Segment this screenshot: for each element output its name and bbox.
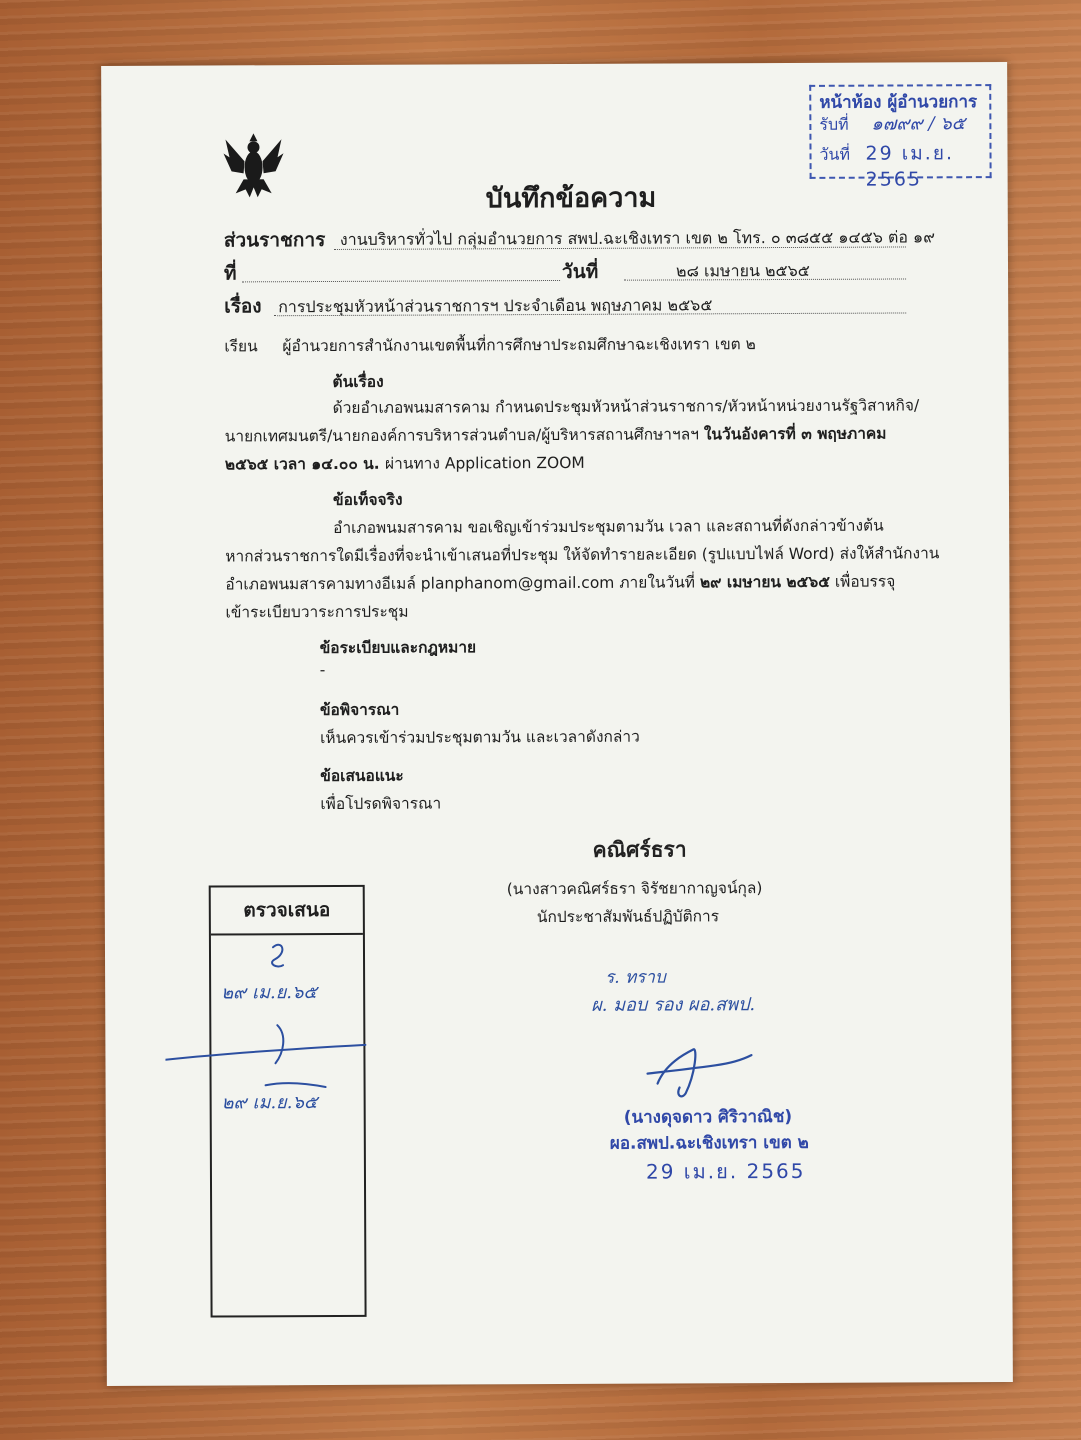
origin-line-3 [225,450,585,477]
memo-paper [101,62,1013,1386]
law-text: - [319,661,326,680]
review-signature-icon [165,935,376,1136]
facts-line-2: หากส่วนราชการใดมีเรื่องที่จะนำเข้าเสนอที่ประชุม ให้จัดทำรายละเอียด (รูปแบบไฟล์ Word) ส่งให้สำนักงาน [225,544,940,566]
subject-value: การประชุมหัวหน้าส่วนราชการฯ ประจำเดือน พฤษภาคม ๒๕๖๕ [278,295,713,317]
to-value: ผู้อำนวยการสำนักงานเขตพื้นที่การศึกษาประถมศึกษาฉะเชิงเทรา เขต ๒ [282,335,756,356]
director-note-1: ร. ทราบ [605,967,666,988]
signer-name: (นางสาวคณิศร์ธรา จิรัชยากาญจน์กุล) [506,879,763,899]
date-label: วันที่ [561,260,599,283]
director-date: 29 เม.ย. 2565 [645,1158,806,1184]
memo-title: บันทึกข้อความ [485,182,657,215]
agency-value: งานบริหารทั่วไป กลุ่มอำนวยการ สพป.ฉะเชิงเทรา เขต ๒ โทร. ๐ ๓๘๕๕ ๑๔๕๖ ต่อ ๑๙ [339,227,935,249]
facts-line-3c: เพื่อบรรจุ [829,572,896,591]
signer-signature: คณิศร์ธรา [592,837,687,862]
director-signature-icon [645,1043,755,1103]
received-stamp [809,84,991,191]
stamp-office: หน้าห้อง ผู้อำนวยการ [819,92,978,113]
facts-line-3a: อำเภอพนมสารคามทางอีเมล์ planphanom@gmail.com ภายในวันที่ [225,573,700,594]
review-title: ตรวจเสนอ [211,887,363,936]
director-note-2: ผ. มอบ รอง ผอ.สพป. [591,994,756,1016]
stamp-date-value: 29 เม.ย. 2565 [865,142,955,191]
review-note-2: ๒๙ เม.ย.๖๕ [221,1092,318,1114]
origin-title: ต้นเรื่อง [332,372,384,391]
director-name: (นางดุจดาว ศิริวาณิช) [623,1106,793,1128]
origin-line-2 [225,421,887,449]
ref-label: ที่ [223,262,237,285]
signer-position: นักประชาสัมพันธ์ปฏิบัติการ [536,907,720,927]
date-value: ๒๘ เมษายน ๒๕๖๕ [675,260,810,281]
origin-meeting-date: ในวันอังคารที่ ๓ พฤษภาคม [703,424,887,444]
garuda-emblem-icon [221,131,285,199]
facts-deadline: ๒๙ เมษายน ๒๕๖๕ [699,572,830,592]
origin-line-1: ด้วยอำเภอพนมสารคาม กำหนดประชุมหัวหน้าส่วนราชการ/หัวหน้าหน่วยงานรัฐวิสาหกิจ/ [332,396,920,417]
facts-title: ข้อเท็จจริง [332,490,403,509]
law-title: ข้อระเบียบและกฎหมาย [319,638,477,658]
origin-meeting-time: ๒๕๖๕ เวลา ๑๔.๐๐ น. [224,454,386,474]
to-label: เรียน [224,337,258,356]
facts-line-3 [225,569,895,597]
stamp-received-label: รับที่ [819,114,849,134]
suggest-title: ข้อเสนอแนะ [320,766,404,786]
facts-line-1: อำเภอพนมสารคาม ขอเชิญเข้าร่วมประชุมตามวัน เวลา และสถานที่ดังกล่าวข้างต้น [333,516,884,537]
stamp-received-no: ๑๗๙๙ / ๖๕ [871,113,966,135]
director-position: ผอ.สพป.ฉะเชิงเทรา เขต ๒ [609,1132,809,1154]
agency-label: ส่วนราชการ [223,229,326,252]
review-note-1: ๒๙ เม.ย.๖๕ [221,982,318,1004]
facts-line-4: เข้าระเบียบวาระการประชุม [225,602,409,622]
stamp-date-label: วันที่ [819,144,851,164]
subject-label: เรื่อง [224,295,262,318]
consider-text: เห็นควรเข้าร่วมประชุมตามวัน และเวลาดังกล่าว [320,727,640,748]
consider-title: ข้อพิจารณา [319,700,400,720]
suggest-text: เพื่อโปรดพิจารณา [320,794,442,814]
origin-line-2a: นายกเทศมนตรี/นายกองค์การบริหารส่วนตำบล/ผู้บริหารสถานศึกษาฯลฯ [224,425,704,446]
origin-meeting-channel: ผ่านทาง Application ZOOM [384,453,585,473]
